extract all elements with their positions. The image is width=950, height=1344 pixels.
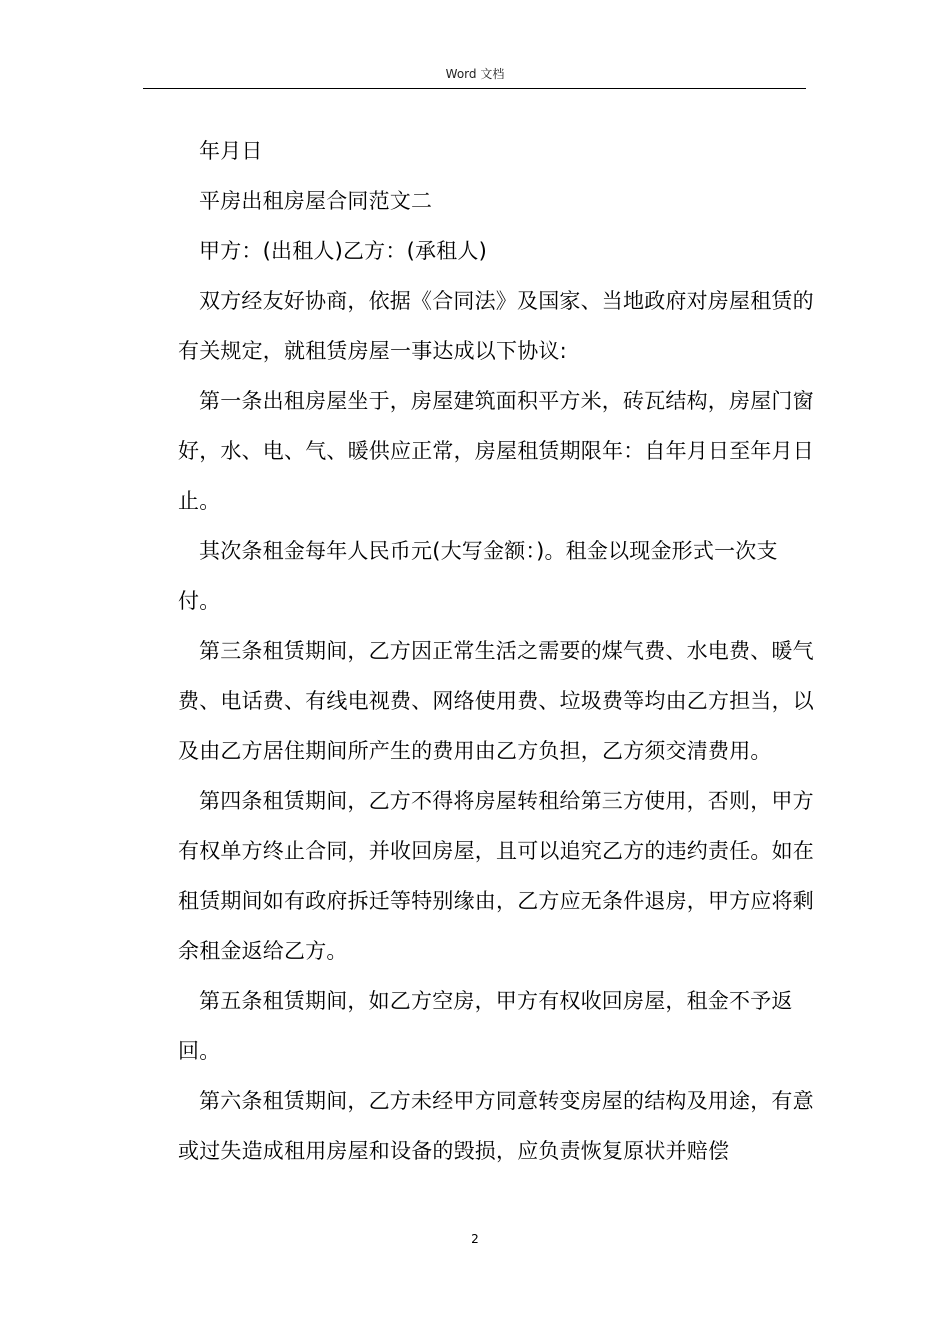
paragraph-title: 平房出租房屋合同范文二 [199,189,433,213]
paragraph-article-4: 第四条租赁期间，乙方不得将房屋转租给第三方使用，否则，甲方有权单方终止合同，并收回房屋，且可以追究乙方的违约责任。如在租赁期间如有政府拆迁等特别缘由，乙方应无条件退房，甲方应将剩余租金返给乙方。 [178,789,814,963]
paragraph-article-3: 第三条租赁期间，乙方因正常生活之需要的煤气费、水电费、暖气费、电话费、有线电视费、网络使用费、垃圾费等均由乙方担当，以及由乙方居住期间所产生的费用由乙方负担，乙方须交清费用。 [178,639,814,763]
paragraph-article-2: 其次条租金每年人民币元(大写金额：)。租金以现金形式一次支付。 [178,539,778,613]
document-body [178,126,818,1176]
paragraph-parties: 甲方：(出租人)乙方：(承租人) [199,239,487,263]
page-header: Word 文档 [445,67,505,81]
paragraph-date: 年月日 [199,139,263,163]
paragraph-preamble: 双方经友好协商，依据《合同法》及国家、当地政府对房屋租赁的有关规定，就租赁房屋一事达成以下协议: [178,289,814,363]
paragraph-article-5: 第五条租赁期间，如乙方空房，甲方有权收回房屋，租金不予返回。 [178,989,793,1063]
header-divider [143,88,806,89]
page-number: 2 [471,1232,479,1246]
paragraph-article-6: 第六条租赁期间，乙方未经甲方同意转变房屋的结构及用途，有意或过失造成租用房屋和设备的毁损，应负责恢复原状并赔偿 [178,1089,814,1163]
paragraph-article-1: 第一条出租房屋坐于，房屋建筑面积平方米，砖瓦结构，房屋门窗好，水、电、气、暖供应正常，房屋租赁期限年：自年月日至年月日止。 [178,389,814,513]
